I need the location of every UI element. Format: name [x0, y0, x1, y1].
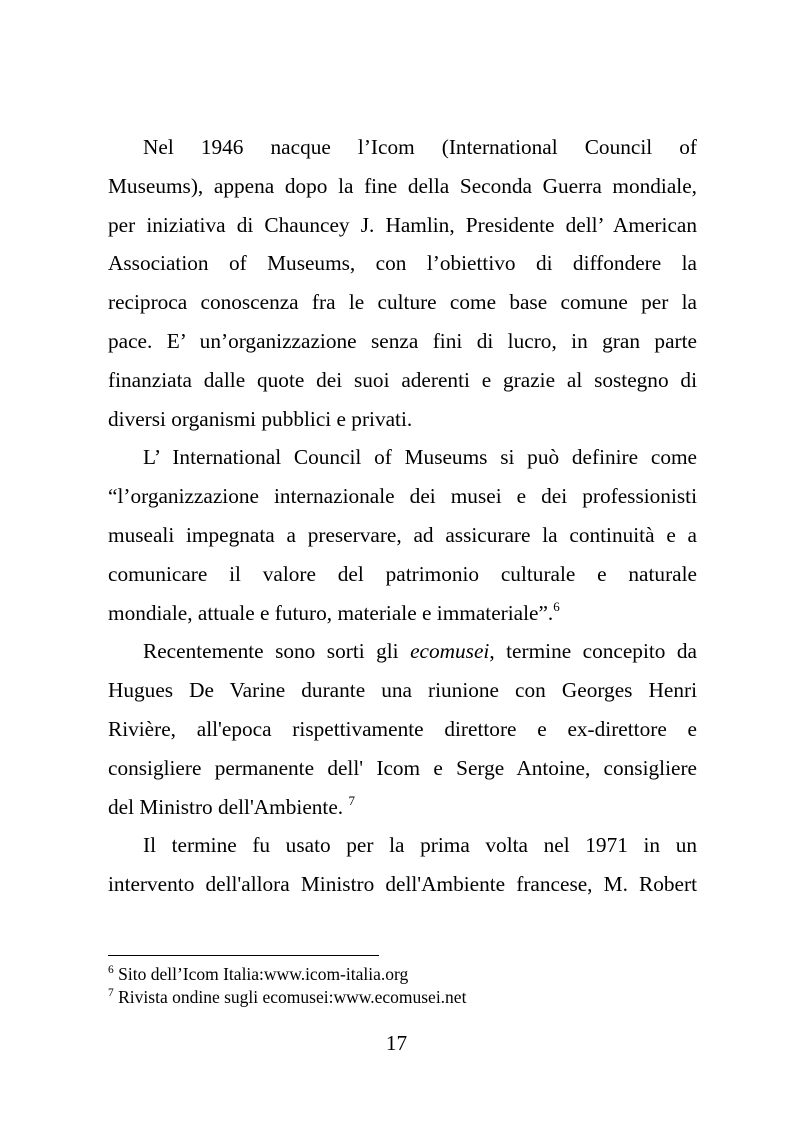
text-line: diversi organismi pubblici e privati. — [108, 406, 413, 431]
text-line: museali impegnata a preservare, ad assicurare la continuità e a — [108, 522, 697, 547]
body-text — [108, 128, 697, 904]
text-line: per iniziativa di Chauncey J. Hamlin, Presidente dell’ American — [108, 212, 697, 237]
paragraph-ecomusei — [108, 632, 697, 826]
footnote-reference-7: 7 — [348, 792, 355, 808]
text-line: “l’organizzazione internazionale dei musei e dei professionisti — [108, 484, 697, 509]
text-line: consigliere permanente dell' Icom e Serge Antoine, consigliere — [108, 755, 697, 780]
text-segment: , termine concepito da — [489, 639, 697, 664]
text-line — [108, 594, 697, 633]
footnote-number: 6 — [108, 964, 114, 976]
footnote-reference-6: 6 — [553, 598, 560, 614]
paragraph-icom-definition — [108, 438, 697, 632]
text-line: Il termine fu usato per la prima volta nel 1971 in un — [143, 833, 697, 858]
text-line: comunicare il valore del patrimonio culturale e naturale — [108, 561, 697, 586]
text-line: pace. E’ un’organizzazione senza fini di lucro, in gran parte — [108, 328, 697, 353]
footnotes — [108, 963, 697, 1008]
text-line: finanziata dalle quote dei suoi aderenti e grazie al sostegno di — [108, 367, 697, 392]
footnote-7 — [108, 986, 697, 1009]
page-number: 17 — [385, 1031, 408, 1055]
text-segment: Recentemente sono sorti gli — [143, 639, 411, 664]
text-line-content: mondiale, attuale e futuro, materiale e immateriale”. — [108, 600, 554, 625]
text-line: L’ International Council of Museums si può definire come — [143, 445, 697, 470]
text-line: Nel 1946 nacque l’Icom (International Council of — [143, 135, 697, 159]
text-line: Museums), appena dopo la fine della Seconda Guerra mondiale, — [108, 173, 697, 198]
italic-term-ecomusei: ecomusei — [410, 639, 490, 664]
text-line: intervento dell'allora Ministro dell'Ambiente francese, M. Robert — [108, 872, 697, 897]
text-line: reciproca conoscenza fra le culture come base comune per la — [108, 290, 697, 315]
paragraph-term-usage — [108, 826, 697, 904]
text-line: Hugues De Varine durante una riunione con Georges Henri — [108, 678, 697, 703]
footnote-number: 7 — [108, 986, 114, 999]
footnote-text: Sito dell’Icom Italia:www.icom-italia.org — [113, 964, 409, 984]
text-line-content: del Ministro dell'Ambiente. — [108, 794, 349, 819]
footnote-text: Rivista ondine sugli ecomusei:www.ecomusei.net — [113, 986, 467, 1007]
footnote-6 — [108, 963, 697, 986]
text-line — [108, 632, 697, 671]
paragraph-icom-founding — [108, 128, 697, 438]
text-line: Rivière, all'epoca rispettivamente direttore e ex-direttore e — [108, 716, 697, 741]
footnote-separator — [108, 955, 379, 956]
text-line — [108, 788, 697, 827]
text-line: Association of Museums, con l’obiettivo di diffondere la — [108, 251, 697, 276]
